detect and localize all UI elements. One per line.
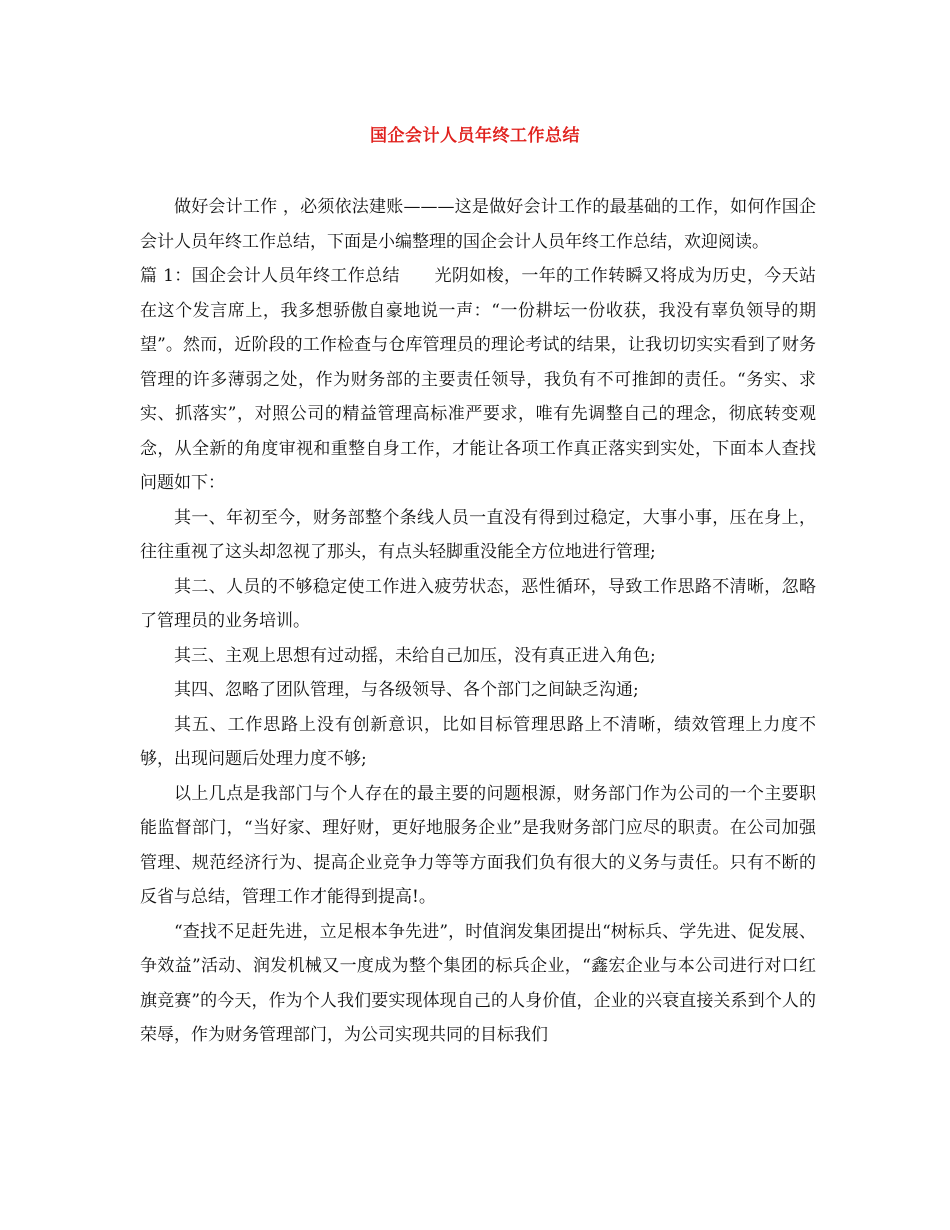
paragraph-issue-3: 其三、主观上思想有过动摇，未给自己加压，没有真正进入角色;: [174, 645, 656, 666]
paragraph-campaign: “查找不足赶先进，立足根本争先进”，时值润发集团提出“树标兵、学先进、促发展、争效益”活动、润发机械又一度成为整个集团的标兵企业，“鑫宏企业与本公司进行对口红旗竞赛”的今天，作为个人我们要实现体现自己的人身价值，企业的兴衰直接关系到个人的荣辱，作为财务管理部门，为公司实现共同的目标我们: [140, 921, 816, 1045]
paragraph-issue-2: 其二、人员的不够稳定使工作进入疲劳状态，恶性循环，导致工作思路不清晰，忽略了管理员的业务培训。: [140, 576, 816, 631]
paragraph-summary: 以上几点是我部门与个人存在的最主要的问题根源，财务部门作为公司的一个主要职能监督部门，“当好家、理好财，更好地服务企业”是我财务部门应尽的职责。在公司加强管理、规范经济行为、提高企业竞争力等等方面我们负有很大的义务与责任。只有不断的反省与总结，管理工作才能得到提高!。: [140, 783, 816, 907]
paragraph-article-1-opening: 篇 1：国企会计人员年终工作总结 光阴如梭，一年的工作转瞬又将成为历史，今天站在这个发言席上，我多想骄傲自豪地说一声：“一份耕坛一份收获，我没有辜负领导的期望”。然而，近阶段的工作检查与仓库管理员的理论考试的结果，让我切切实实看到了财务管理的许多薄弱之处，作为财务部的主要责任领导，我负有不可推卸的责任。“务实、求实、抓落实”，对照公司的精益管理高标准严要求，唯有先调整自己的理念，彻底转变观念，从全新的角度审视和重整自身工作，才能让各项工作真正落实到实处，下面本人查找问题如下：: [140, 266, 816, 493]
document-body: [140, 190, 816, 1053]
paragraph-issue-1: 其一、年初至今，财务部整个条线人员一直没有得到过稳定，大事小事，压在身上，往往重视了这头却忽视了那头，有点头轻脚重没能全方位地进行管理;: [140, 507, 816, 562]
document-title: 国企会计人员年终工作总结: [370, 126, 580, 146]
paragraph-intro: 做好会计工作 ，必须依法建账———这是做好会计工作的最基础的工作，如何作国企会计人员年终工作总结，下面是小编整理的国企会计人员年终工作总结，欢迎阅读。: [140, 197, 816, 252]
paragraph-issue-5: 其五、工作思路上没有创新意识，比如目标管理思路上不清晰，绩效管理上力度不够，出现问题后处理力度不够;: [140, 714, 816, 769]
paragraph-issue-4: 其四、忽略了团队管理，与各级领导、各个部门之间缺乏沟通;: [174, 680, 639, 700]
